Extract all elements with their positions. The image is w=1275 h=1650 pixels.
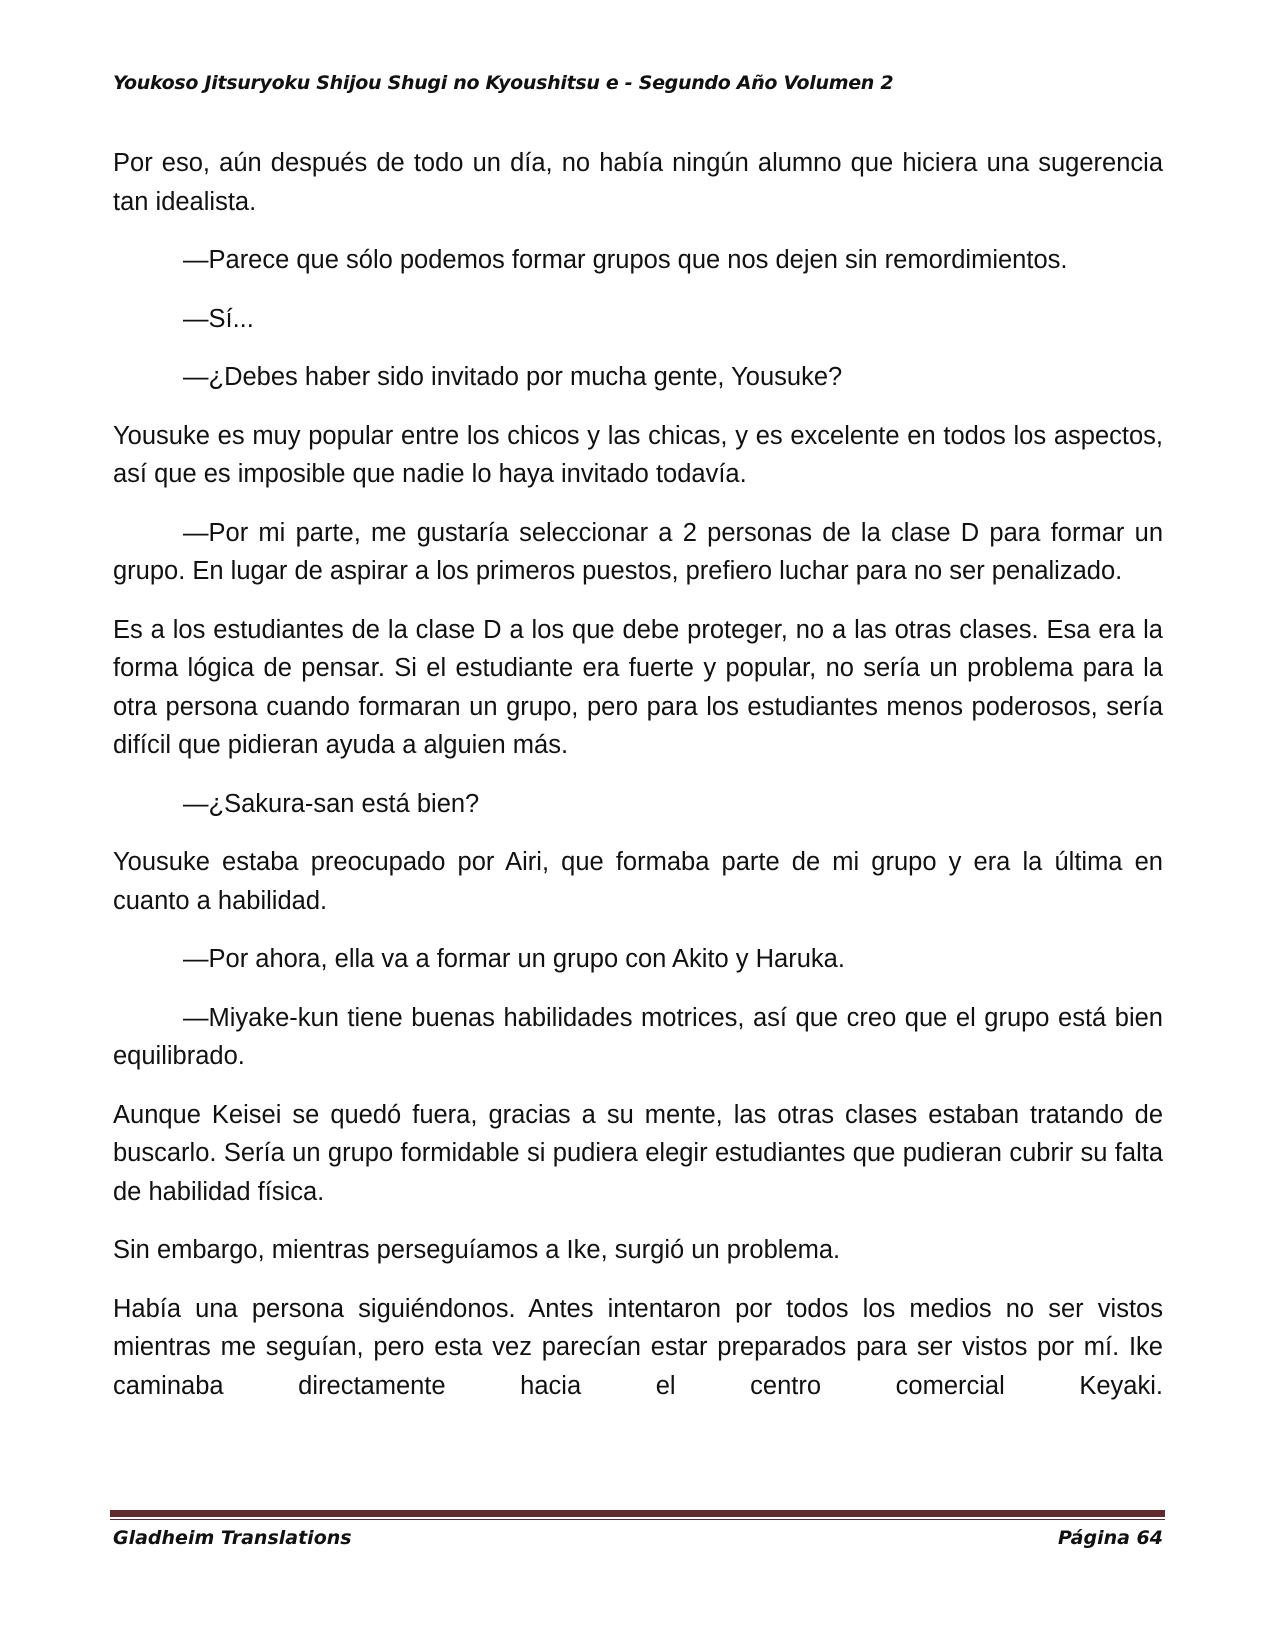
paragraph: Por eso, aún después de todo un día, no había ningún alumno que hiciera una sugerencia tan idealista. — [113, 149, 1163, 216]
paragraph: Es a los estudiantes de la clase D a los que debe proteger, no a las otras clases. Esa era la forma lógica de pensar. Si el estudiante era fuerte y popular, no sería un problema para la otra persona cuando formaran un grupo, pero para los estudiantes menos poderosos, sería difícil que pidieran ayuda a alguien más. — [113, 615, 1163, 759]
dialog-paragraph: —Parece que sólo podemos formar grupos que nos dejen sin remordimientos. — [183, 246, 1068, 274]
dialog-paragraph: —¿Debes haber sido invitado por mucha gente, Yousuke? — [183, 363, 843, 391]
paragraph: Sin embargo, mientras perseguíamos a Ike, surgió un problema. — [113, 1236, 841, 1264]
footer-divider-thin — [110, 1519, 1165, 1520]
dialog-paragraph: —Por mi parte, me gustaría seleccionar a 2 personas de la clase D para formar un grupo. En lugar de aspirar a los primeros puestos, prefiero luchar para no ser penalizado. — [113, 518, 1163, 585]
dialog-paragraph: —¿Sakura-san está bien? — [183, 789, 480, 818]
body-text — [113, 144, 1163, 1425]
running-header: Youkoso Jitsuryoku Shijou Shugi no Kyoushitsu e - Segundo Año Volumen 2 — [113, 72, 894, 94]
translator-credit: Gladheim Translations — [113, 1527, 352, 1549]
page-number: Página 64 — [1057, 1527, 1163, 1549]
paragraph: Yousuke estaba preocupado por Airi, que formaba parte de mi grupo y era la última en cuanto a habilidad. — [113, 848, 1163, 915]
paragraph: Había una persona siguiéndonos. Antes intentaron por todos los medios no ser vistos mientras me seguían, pero esta vez parecían estar preparados para ser vistos por mí. Ike caminaba directamente hacia el centro comercial Keyaki. — [113, 1294, 1163, 1400]
running-footer — [113, 1527, 1163, 1549]
footer-divider — [110, 1510, 1165, 1518]
dialog-paragraph: —Miyake-kun tiene buenas habilidades motrices, así que creo que el grupo está bien equilibrado. — [113, 1003, 1163, 1070]
dialog-paragraph: —Sí... — [183, 304, 254, 333]
dialog-paragraph: —Por ahora, ella va a formar un grupo con Akito y Haruka. — [183, 945, 845, 973]
paragraph: Yousuke es muy popular entre los chicos y las chicas, y es excelente en todos los aspectos, así que es imposible que nadie lo haya invitado todavía. — [113, 421, 1163, 488]
paragraph: Aunque Keisei se quedó fuera, gracias a su mente, las otras clases estaban tratando de buscarlo. Sería un grupo formidable si pudiera elegir estudiantes que pudieran cubrir su falta de habilidad física. — [113, 1100, 1163, 1206]
